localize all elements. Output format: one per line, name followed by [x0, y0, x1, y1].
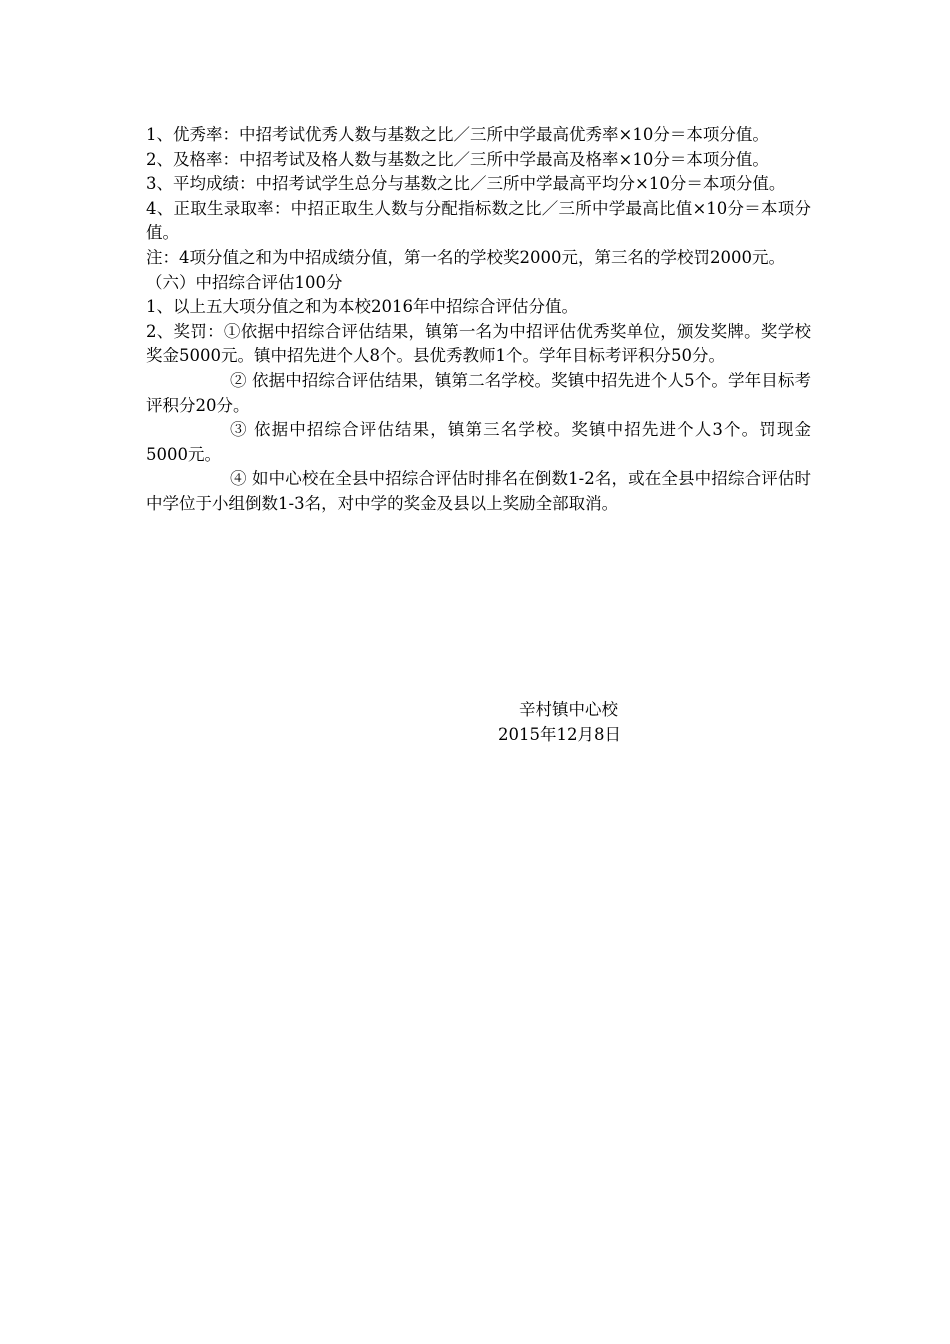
reward-cancellation: ④ 如中心校在全县中招综合评估时排名在倒数1-2名，或在全县中招综合评估时中学位于小组倒数1-3名，对中学的奖金及县以上奖励全部取消。	[146, 469, 811, 513]
rule-note: 注：4项分值之和为中招成绩分值，第一名的学校奖2000元，第三名的学校罚2000元。	[146, 247, 785, 267]
section-heading: （六）中招综合评估100分	[146, 272, 343, 292]
signature-organization: 辛村镇中心校	[519, 700, 618, 719]
section-item-total: 1、以上五大项分值之和为本校2016年中招综合评估分值。	[146, 297, 578, 317]
signature-date: 2015年12月8日	[498, 724, 621, 744]
rule-admission-rate: 4、正取生录取率：中招正取生人数与分配指标数之比／三所中学最高比值×10分＝本项分值。	[146, 198, 811, 243]
reward-third-place: ③ 依据中招综合评估结果，镇第三名学校。奖镇中招先进个人3个。罚现金5000元。	[146, 420, 811, 464]
rule-pass-rate: 2、及格率：中招考试及格人数与基数之比／三所中学最高及格率×10分＝本项分值。	[146, 149, 769, 169]
rule-excellent-rate: 1、优秀率：中招考试优秀人数与基数之比／三所中学最高优秀率×10分＝本项分值。	[146, 125, 769, 144]
document-body	[146, 123, 811, 517]
rule-average-score: 3、平均成绩：中招考试学生总分与基数之比／三所中学最高平均分×10分＝本项分值。	[146, 174, 786, 194]
reward-second-place: ② 依据中招综合评估结果，镇第二名学校。奖镇中招先进个人5个。学年目标考评积分20分。	[146, 370, 811, 415]
signature-block	[146, 698, 811, 747]
section-item-rewards: 2、奖罚：①依据中招综合评估结果，镇第一名为中招评估优秀奖单位，颁发奖牌。奖学校奖金5000元。镇中招先进个人8个。县优秀教师1个。学年目标考评积分50分。	[146, 321, 811, 366]
